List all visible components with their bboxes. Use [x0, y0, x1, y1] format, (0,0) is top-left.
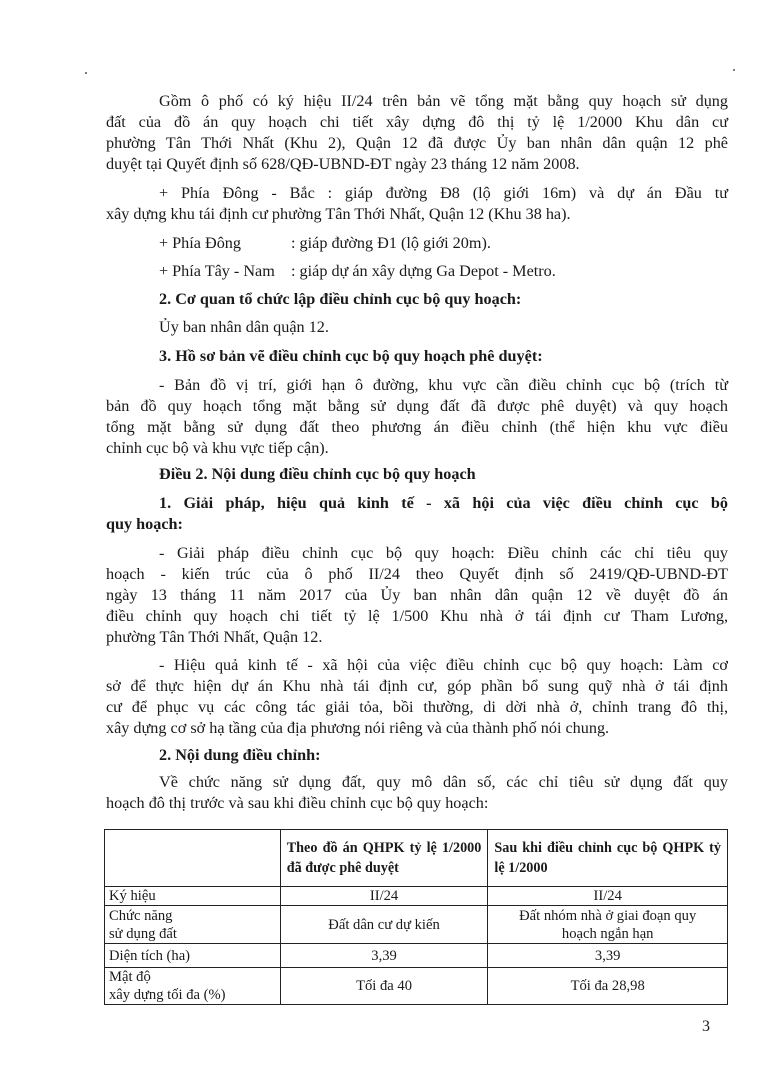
- boundary-label: + Phía Tây - Nam: [159, 262, 275, 280]
- cell-after: II/24: [488, 887, 728, 906]
- text-line: đất của đồ án quy hoạch chi tiết xây dựng đô thị tỷ lệ 1/2000 Khu dân cư: [106, 113, 728, 131]
- text-line: chỉnh cục bộ và khu vực tiếp cận).: [106, 439, 329, 457]
- comparison-table: [104, 829, 728, 1005]
- text-line: sở để thực hiện dự án Khu nhà tái định cư, góp phần bổ sung quỹ nhà ở tái định: [106, 677, 728, 695]
- text-line: phường Tân Thới Nhất, Quận 12.: [106, 628, 323, 646]
- boundary-text: : giáp dự án xây dựng Ga Depot - Metro.: [291, 262, 556, 280]
- cell-before: II/24: [280, 887, 488, 906]
- text-line: ngày 13 tháng 11 năm 2017 của Ủy ban nhân dân quận 12 về duyệt đồ án: [106, 586, 728, 604]
- text-line: phường Tân Thới Nhất (Khu 2), Quận 12 đã được Ủy ban nhân dân quận 12 phê: [106, 134, 728, 152]
- table-header-cell-empty: [105, 830, 281, 887]
- table-header-after: Sau khi điều chỉnh cục bộ QHPK tỷ lệ 1/2000: [488, 830, 728, 887]
- text-line: + Phía Đông - Bắc : giáp đường Đ8 (lộ giới 16m) và dự án Đầu tư: [159, 184, 728, 202]
- text-line: hoạch đô thị trước và sau khi điều chỉnh cục bộ quy hoạch:: [106, 794, 489, 812]
- table-row: [105, 944, 728, 968]
- row-label: Ký hiệu: [105, 887, 281, 906]
- table-row: [105, 906, 728, 944]
- cell-after: 3,39: [488, 944, 728, 968]
- text-line: duyệt tại Quyết định số 628/QĐ-UBND-ĐT ngày 23 tháng 12 năm 2008.: [106, 155, 580, 173]
- section-heading: quy hoạch:: [106, 515, 183, 533]
- text-line: - Hiệu quả kinh tế - xã hội của việc điều chỉnh cục bộ quy hoạch: Làm cơ: [159, 656, 728, 674]
- section-heading: 3. Hồ sơ bản vẽ điều chỉnh cục bộ quy hoạch phê duyệt:: [159, 347, 543, 365]
- table-header-before: Theo đồ án QHPK tỷ lệ 1/2000 đã được phê duyệt: [280, 830, 488, 887]
- text-line: bản đồ quy hoạch tổng mặt bằng sử dụng đất đã được phê duyệt) và quy hoạch: [106, 397, 728, 415]
- text-line: Gồm ô phố có ký hiệu II/24 trên bản vẽ tổng mặt bằng quy hoạch sử dụng: [159, 92, 728, 110]
- text-line: xây dựng khu tái định cư phường Tân Thới Nhất, Quận 12 (Khu 38 ha).: [106, 205, 571, 223]
- text-line: hoạch - kiến trúc của ô phố II/24 theo Quyết định số 2419/QĐ-UBND-ĐT: [106, 565, 728, 583]
- page-number: 3: [702, 1018, 710, 1035]
- boundary-text: : giáp đường Đ1 (lộ giới 20m).: [291, 234, 491, 252]
- cell-before: 3,39: [280, 944, 488, 968]
- cell-after: Đất nhóm nhà ở giai đoạn quy hoạch ngắn hạn: [488, 906, 728, 944]
- text-line: xây dựng cơ sở hạ tầng của địa phương nói riêng và của thành phố nói chung.: [106, 719, 610, 737]
- cell-before: Tối đa 40: [280, 968, 488, 1005]
- cell-after: Tối đa 28,98: [488, 968, 728, 1005]
- table-row: [105, 968, 728, 1005]
- text-line: - Bản đồ vị trí, giới hạn ô đường, khu vực cần điều chỉnh cục bộ (trích từ: [159, 376, 728, 394]
- text-line: Về chức năng sử dụng đất, quy mô dân số, các chỉ tiêu sử dụng đất quy: [159, 773, 728, 791]
- boundary-label: + Phía Đông: [159, 234, 241, 252]
- scan-speck: [733, 69, 735, 71]
- text-line: tổng mặt bằng sử dụng đất theo phương án điều chỉnh (thể hiện khu vực điều: [106, 418, 728, 436]
- text-line: cư để phục vụ các công tác giải tỏa, bồi thường, di dời nhà ở, chỉnh trang đô thị,: [106, 698, 728, 716]
- row-label: Mật độ xây dựng tối đa (%): [105, 968, 281, 1005]
- row-label: Diện tích (ha): [105, 944, 281, 968]
- text-line: điều chỉnh quy hoạch chi tiết tỷ lệ 1/500 Khu nhà ở tái định cư Tham Lương,: [106, 607, 728, 625]
- row-label: Chức năng sử dụng đất: [105, 906, 281, 944]
- section-heading: 2. Nội dung điều chỉnh:: [159, 746, 321, 764]
- cell-before: Đất dân cư dự kiến: [280, 906, 488, 944]
- scan-speck: [85, 72, 87, 74]
- table-header-row: [105, 830, 728, 887]
- table-row: [105, 887, 728, 906]
- text-line: - Giải pháp điều chỉnh cục bộ quy hoạch: Điều chỉnh các chỉ tiêu quy: [159, 544, 728, 562]
- article-heading: Điều 2. Nội dung điều chỉnh cục bộ quy hoạch: [159, 465, 476, 483]
- section-heading: 2. Cơ quan tổ chức lập điều chỉnh cục bộ quy hoạch:: [159, 290, 522, 308]
- text-line: Ủy ban nhân dân quận 12.: [159, 318, 329, 336]
- section-heading: 1. Giải pháp, hiệu quả kinh tế - xã hội của việc điều chỉnh cục bộ: [159, 494, 728, 512]
